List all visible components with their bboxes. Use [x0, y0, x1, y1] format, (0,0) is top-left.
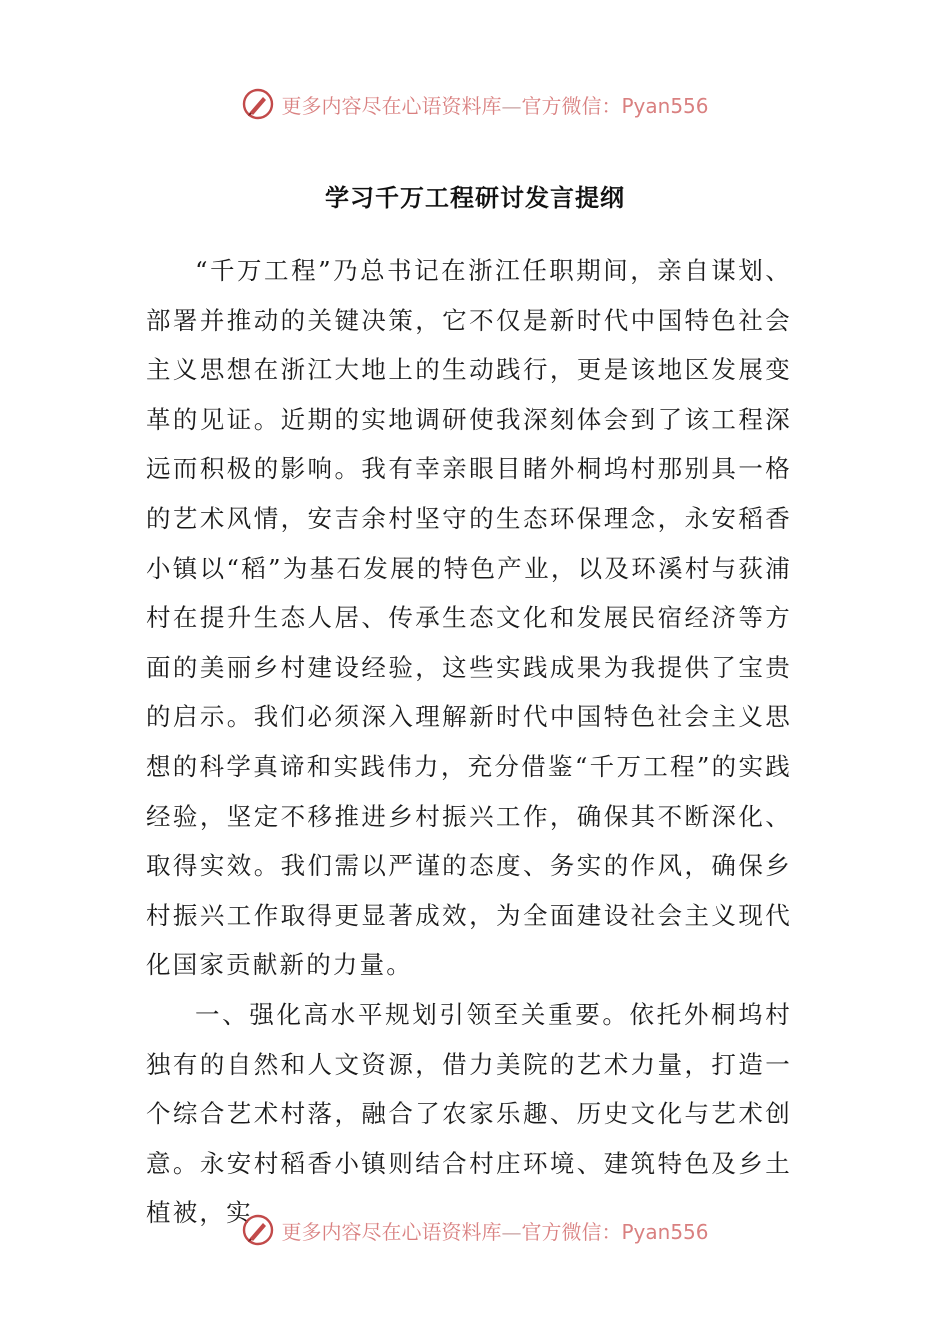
watermark-separator: —: [501, 1219, 522, 1244]
header-watermark: [0, 84, 950, 124]
paragraph-section-one: 一、强化高水平规划引领至关重要。依托外桐坞村独有的自然和人文资源，借力美院的艺术力量，打造一个综合艺术村落，融合了农家乐趣、历史文化与艺术创意。永安村稻香小镇则结合村庄环境、建筑特色及乡土植被，实: [146, 999, 792, 1228]
watermark-wechat-label: 官方微信：: [521, 1219, 622, 1244]
watermark-wechat-id: Pyan556: [621, 93, 709, 118]
pen-logo-icon: [241, 1213, 275, 1247]
paragraph-intro: “千万工程”乃总书记在浙江任职期间，亲自谋划、部署并推动的关键决策，它不仅是新时代中国特色社会主义思想在浙江大地上的生动践行，更是该地区发展变革的见证。近期的实地调研使我深刻体会到了该工程深远而积极的影响。我有幸亲眼目睹外桐坞村那别具一格的艺术风情，安吉余村坚守的生态环保理念，永安稻香小镇以“稻”为基石发展的特色产业，以及环溪村与荻浦村在提升生态人居、传承生态文化和发展民宿经济等方面的美丽乡村建设经验，这些实践成果为我提供了宝贵的启示。我们必须深入理解新时代中国特色社会主义思想的科学真谛和实践伟力，充分借鉴“千万工程”的实践经验，坚定不移推进乡村振兴工作，确保其不断深化、取得实效。我们需以严谨的态度、务实的作风，确保乡村振兴工作取得更显著成效，为全面建设社会主义现代化国家贡献新的力量。: [146, 256, 792, 980]
document-title: 学习千万工程研讨发言提纲: [325, 184, 625, 212]
watermark-text: 更多内容尽在心语资料库—官方微信：Pyan556: [281, 93, 709, 118]
watermark-wechat-id: Pyan556: [621, 1219, 709, 1244]
pen-logo-icon: [241, 87, 275, 121]
watermark-text: 更多内容尽在心语资料库—官方微信：Pyan556: [281, 1219, 709, 1244]
watermark-wechat-label: 官方微信：: [521, 93, 622, 118]
footer-watermark: [0, 1210, 950, 1250]
watermark-separator: —: [501, 93, 522, 118]
document-body: [146, 246, 792, 1238]
